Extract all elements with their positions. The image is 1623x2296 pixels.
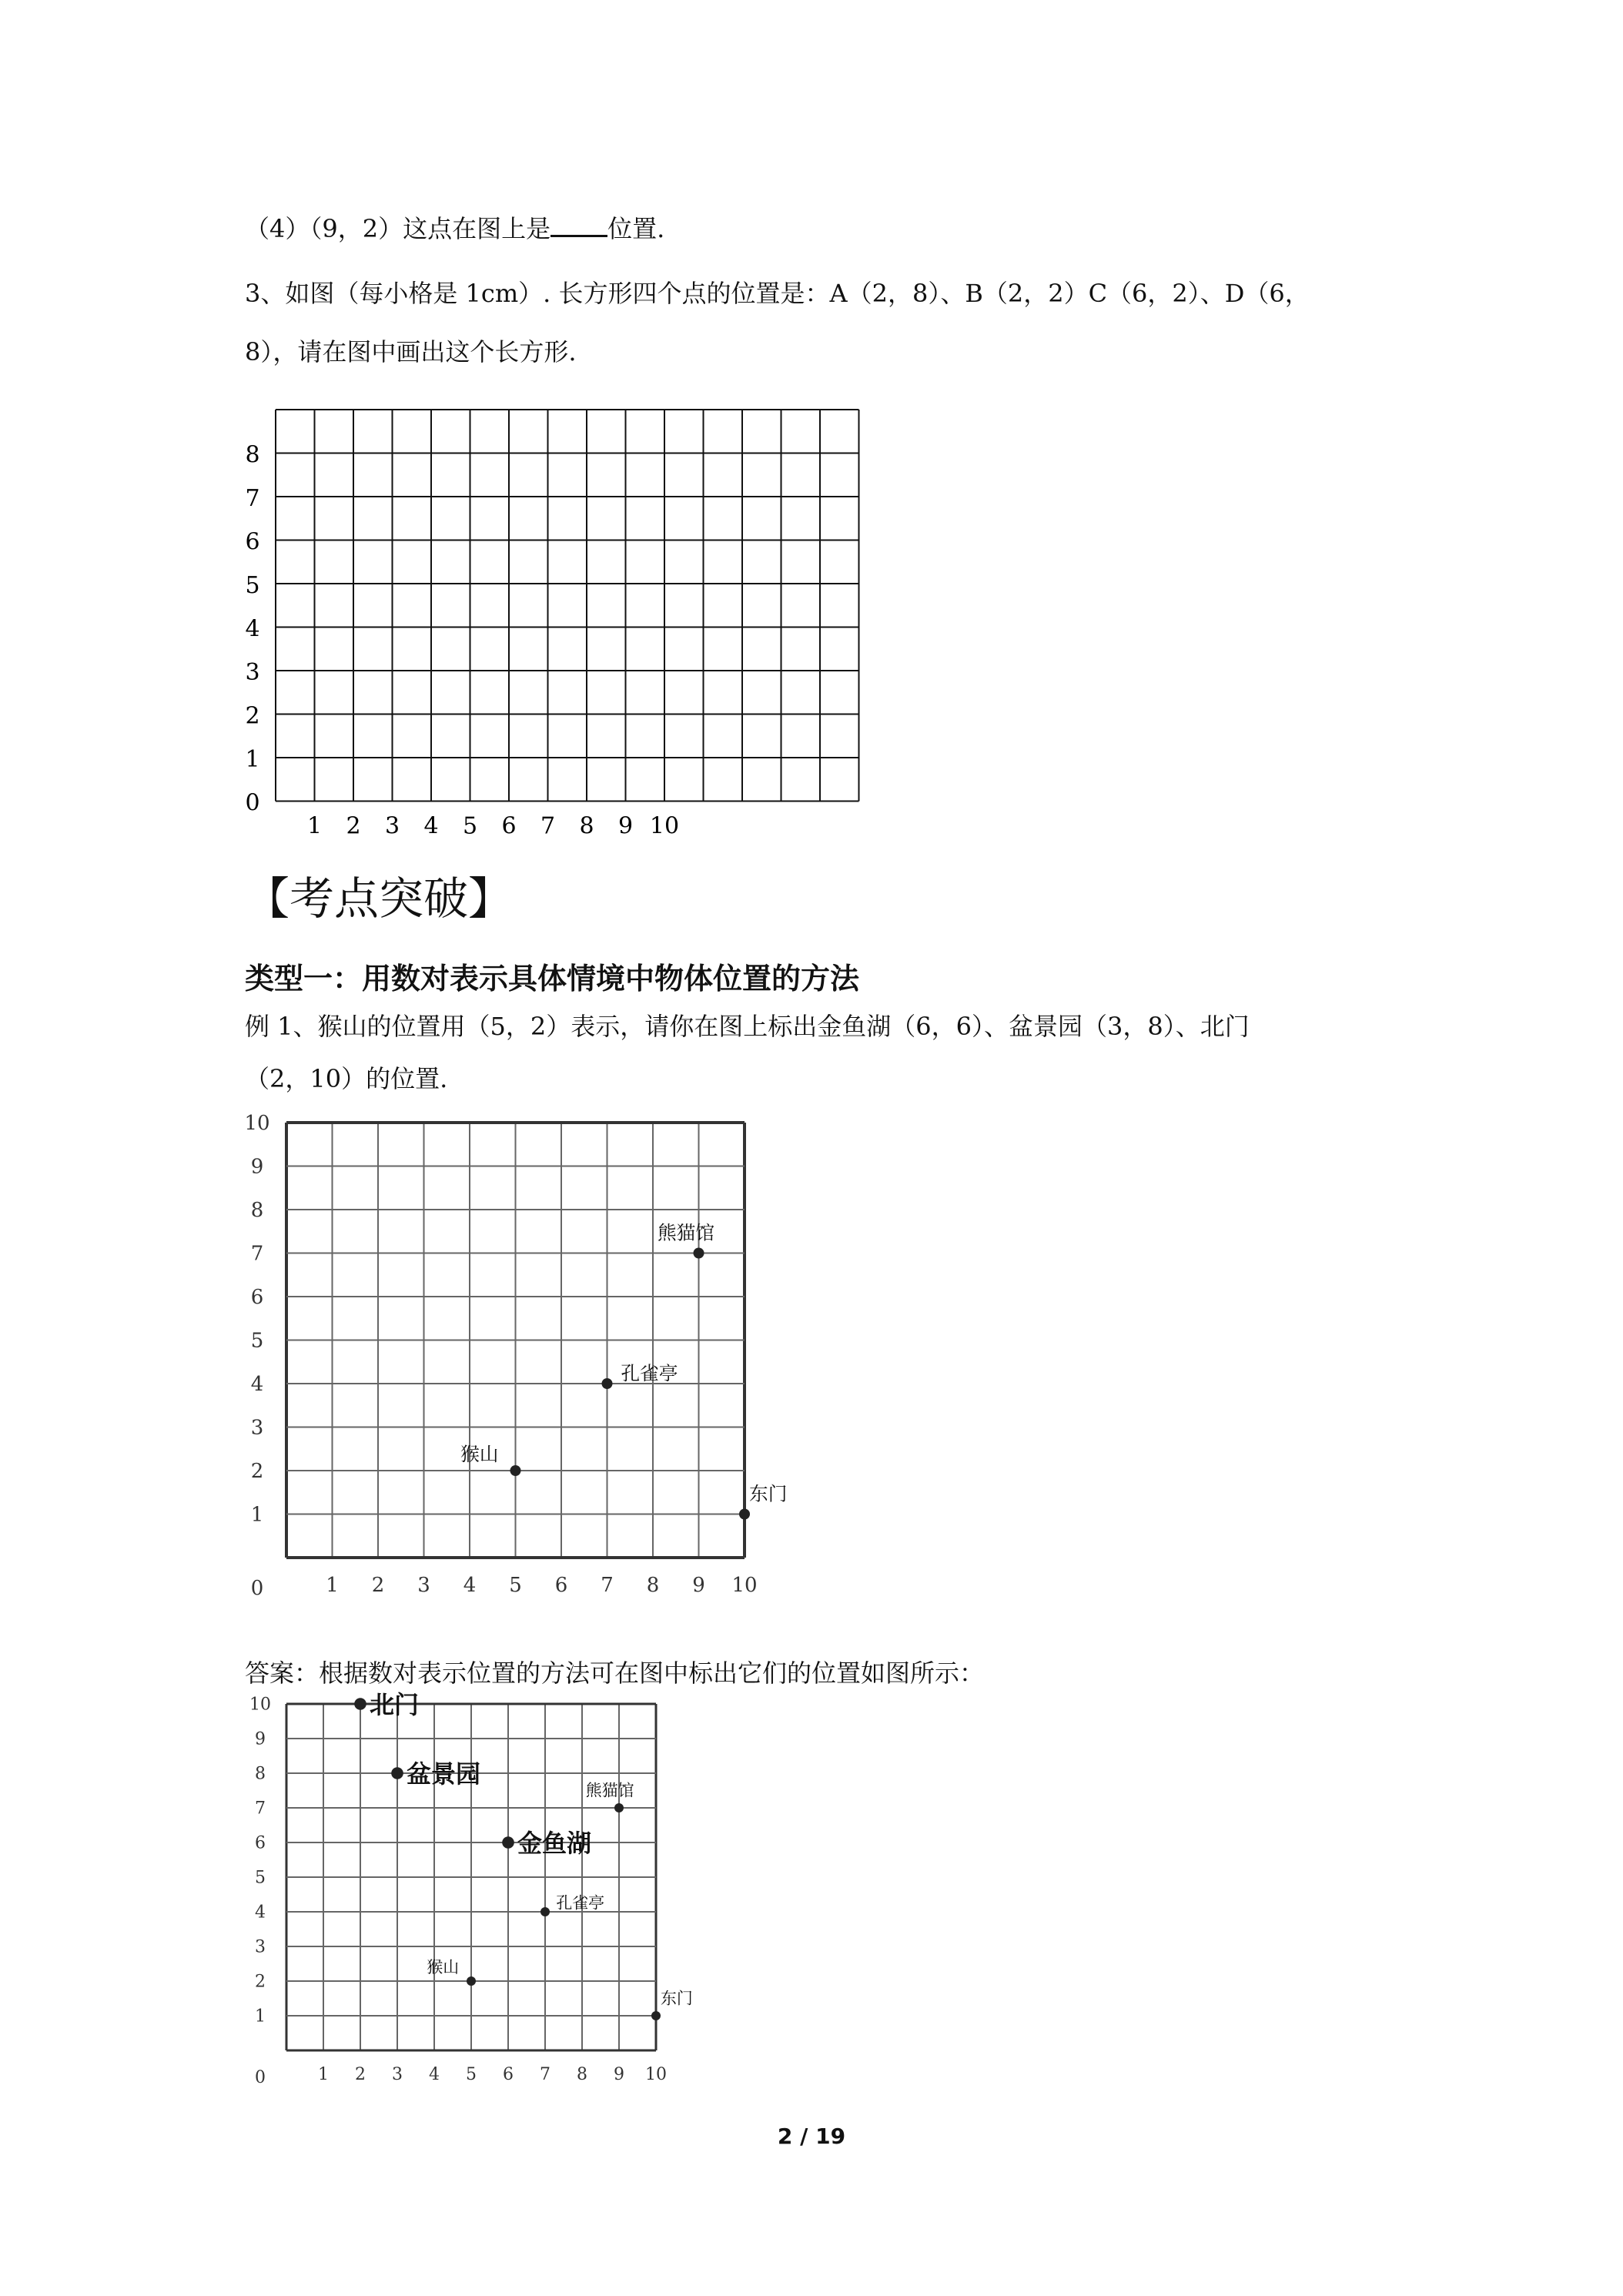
x-axis-label: 5 [462, 812, 478, 840]
y-axis-label: 3 [250, 1416, 264, 1440]
x-axis-label: 6 [501, 812, 517, 840]
x-axis-label: 3 [384, 812, 400, 840]
location-label: 东门 [749, 1482, 788, 1505]
location-label: 熊猫馆 [585, 1781, 634, 1800]
x-axis-label: 7 [540, 812, 556, 840]
x-axis-label: 4 [423, 812, 439, 840]
y-axis-label: 8 [255, 1764, 266, 1784]
example-1-line-1: 例 1、猴山的位置用（5，2）表示，请你在图上标出金鱼湖（6，6）、盆景园（3，8）、北门 [245, 1012, 1250, 1041]
x-axis-label: 6 [503, 2065, 514, 2084]
zoo-map-answer [231, 1690, 708, 2102]
x-axis-label: 2 [371, 1574, 385, 1597]
y-axis-label: 2 [245, 702, 260, 730]
location-label: 猴山 [460, 1443, 499, 1465]
y-axis-label: 5 [250, 1329, 264, 1353]
x-axis-label: 3 [392, 2065, 403, 2084]
question-4-prefix: （4）（9，2）这点在图上是 [245, 214, 551, 243]
y-axis-label: 5 [255, 1868, 266, 1888]
y-axis-label: 6 [245, 528, 260, 556]
x-axis-label: 9 [617, 812, 634, 840]
x-axis-label: 9 [614, 2065, 624, 2084]
y-axis-label: 10 [249, 1695, 271, 1715]
y-axis-label: 6 [255, 1833, 266, 1853]
x-axis-label: 8 [646, 1574, 660, 1597]
x-axis-label: 5 [466, 2065, 477, 2084]
y-axis-label: 2 [250, 1460, 264, 1484]
y-axis-label: 1 [255, 2006, 266, 2027]
y-axis-label: 3 [245, 659, 260, 686]
x-axis-label: 10 [645, 2065, 667, 2084]
y-axis-label: 8 [245, 441, 260, 469]
section-title: 【考点突破】 [245, 872, 514, 925]
x-axis-label: 2 [346, 812, 361, 840]
y-axis-label: 10 [244, 1112, 270, 1136]
x-axis-label: 8 [579, 812, 594, 840]
question-4-suffix: 位置. [607, 214, 665, 243]
y-axis-label: 7 [245, 485, 260, 512]
y-axis-label: 4 [255, 1903, 266, 1923]
x-axis-label: 4 [463, 1574, 477, 1597]
y-axis-label: 1 [245, 746, 260, 773]
x-axis-label: 4 [429, 2065, 440, 2084]
y-axis-label: 0 [255, 2068, 266, 2087]
location-point [467, 1976, 476, 1986]
question-3-line-1: 3、如图（每小格是 1cm）. 长方形四个点的位置是：A（2，8）、B（2，2）C（6，2）、D（6， [245, 279, 1310, 308]
example-1-line-2: （2，10）的位置. [245, 1064, 448, 1093]
answer-blank[interactable] [550, 213, 607, 237]
page-number: 2 / 19 [777, 2124, 846, 2149]
y-axis-label: 7 [255, 1799, 266, 1819]
location-point [651, 2011, 661, 2020]
location-label: 孔雀亭 [621, 1361, 678, 1384]
x-axis-label: 2 [355, 2065, 366, 2084]
location-label: 猴山 [427, 1958, 460, 1976]
y-axis-label: 3 [255, 1937, 266, 1957]
location-point [540, 1907, 550, 1916]
location-point [354, 1698, 366, 1710]
y-axis-label: 6 [250, 1286, 264, 1310]
location-point [614, 1803, 624, 1812]
location-point [739, 1509, 750, 1520]
y-axis-label: 8 [250, 1199, 264, 1223]
location-point [602, 1378, 613, 1389]
y-axis-label: 1 [250, 1503, 264, 1527]
location-label: 金鱼湖 [517, 1829, 592, 1859]
x-axis-label: 9 [692, 1574, 705, 1597]
location-point [510, 1465, 521, 1476]
y-axis-label: 4 [245, 615, 260, 643]
answer-text: 答案：根据数对表示位置的方法可在图中标出它们的位置如图所示： [245, 1658, 985, 1688]
drawing-grid[interactable] [231, 400, 878, 840]
x-axis-label: 8 [577, 2065, 587, 2084]
y-axis-label: 9 [250, 1155, 264, 1179]
y-axis-label: 9 [255, 1729, 266, 1749]
x-axis-label: 1 [318, 2065, 329, 2084]
y-axis-label: 0 [245, 789, 260, 817]
y-axis-label: 4 [250, 1373, 264, 1397]
location-label: 孔雀亭 [556, 1893, 605, 1913]
y-axis-label: 5 [245, 572, 260, 599]
location-point [391, 1767, 403, 1779]
x-axis-label: 1 [306, 812, 323, 840]
x-axis-label: 7 [540, 2065, 550, 2084]
x-axis-label: 6 [554, 1574, 568, 1597]
location-label: 熊猫馆 [657, 1221, 715, 1244]
y-axis-label: 0 [250, 1577, 264, 1600]
y-axis-label: 2 [255, 1972, 266, 1992]
type-1-title: 类型一：用数对表示具体情境中物体位置的方法 [245, 962, 860, 996]
location-label: 北门 [370, 1690, 420, 1720]
location-point [694, 1248, 704, 1259]
location-label: 东门 [661, 1989, 693, 2008]
y-axis-label: 7 [250, 1242, 264, 1266]
x-axis-label: 10 [649, 812, 680, 840]
location-label: 盆景园 [407, 1759, 481, 1789]
x-axis-label: 3 [417, 1574, 430, 1597]
zoo-map-question[interactable] [231, 1101, 816, 1600]
x-axis-label: 10 [731, 1574, 758, 1597]
x-axis-label: 7 [601, 1574, 614, 1597]
location-point [502, 1836, 514, 1849]
x-axis-label: 5 [509, 1574, 522, 1597]
question-4-line [245, 209, 664, 245]
question-3-line-2: 8），请在图中画出这个长方形. [245, 337, 577, 366]
x-axis-label: 1 [326, 1574, 339, 1597]
